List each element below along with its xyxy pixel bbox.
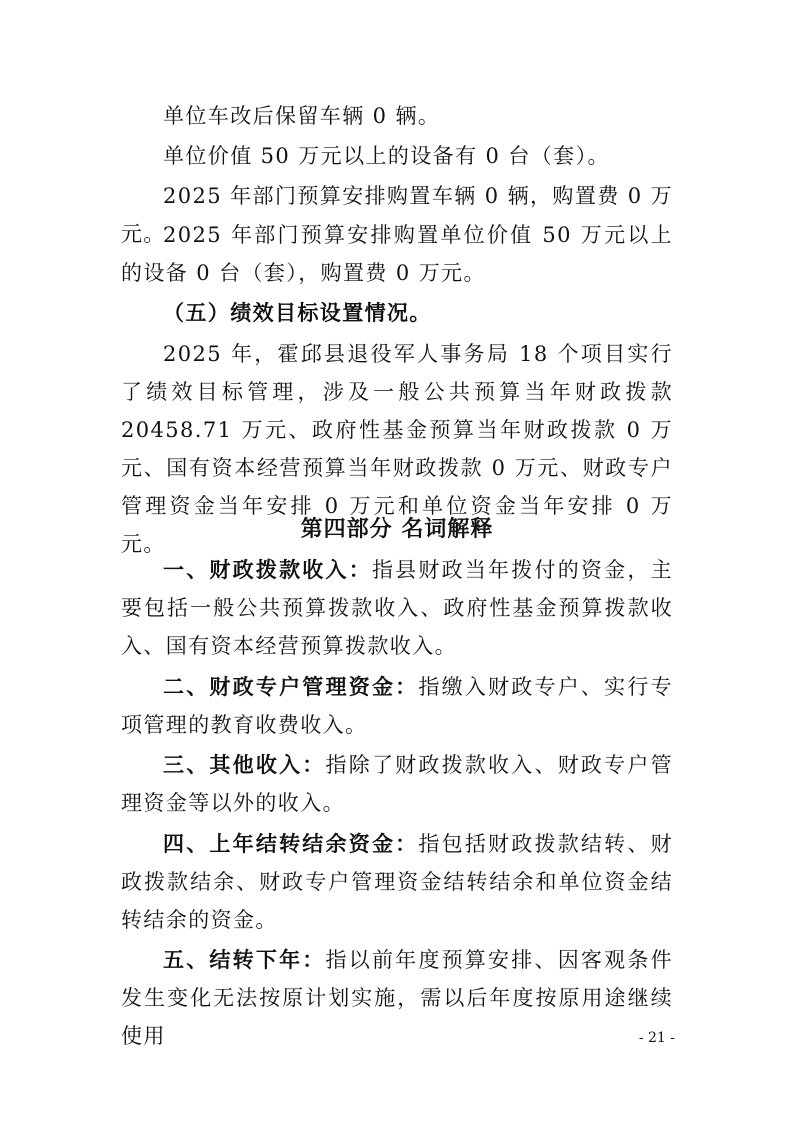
definition-text: 指缴入财政专户、实行专项管理的教育收费收入。 bbox=[121, 675, 673, 737]
paragraph-vehicle-purchase: 2025 年部门预算安排购置车辆 0 辆，购置费 0 万元。 bbox=[121, 184, 673, 246]
paragraph-equipment-count: 单位价值 50 万元以上的设备有 0 台（套）。 bbox=[163, 144, 610, 168]
definition-special-account-funds bbox=[121, 668, 673, 744]
paragraph-performance-goals: 2025 年，霍邱县退役军人事务局 18 个项目实行了绩效目标管理，涉及一般公共预算当年财政拨款 20458.71 万元、政府性基金预算当年财政拨款 0 万元、国有资本经营预算当年财政拨款 0 万元、财政专户管理资金当年安排 0 万元和单位资金当年安排 0 万元。 bbox=[121, 342, 673, 556]
definition-term: 四、上年结转结余资金： bbox=[163, 832, 419, 856]
definition-term: 一、财政拨款收入： bbox=[163, 558, 372, 582]
definition-text: 指除了财政拨款收入、财政专户管理资金等以外的收入。 bbox=[121, 753, 673, 815]
definition-text: 指包括财政拨款结转、财政拨款结余、财政专户管理资金结转结余和单位资金结转结余的资金。 bbox=[121, 832, 673, 932]
definition-other-income bbox=[121, 746, 673, 822]
definition-carry-to-next-year bbox=[121, 941, 673, 1055]
paragraph-retained-vehicles: 单位车改后保留车辆 0 辆。 bbox=[163, 104, 441, 128]
definition-term: 三、其他收入： bbox=[163, 753, 326, 777]
definition-fiscal-appropriation bbox=[121, 551, 673, 665]
section-heading-glossary: 第四部分 名词解释 bbox=[300, 517, 494, 542]
page-number: - 21 - bbox=[638, 1030, 675, 1046]
definition-term: 五、结转下年： bbox=[163, 948, 326, 972]
paragraph-equipment-purchase: 2025 年部门预算安排购置单位价值 50 万元以上的设备 0 台（套），购置费 0 万元。 bbox=[121, 223, 673, 285]
subsection-heading-performance-goals: （五）绩效目标设置情况。 bbox=[163, 301, 432, 325]
definition-prior-year-carryover bbox=[121, 825, 673, 939]
definition-text: 指县财政当年拨付的资金，主要包括一般公共预算拨款收入、政府性基金预算拨款收入、国有资本经营预算拨款收入。 bbox=[121, 558, 673, 658]
definition-term: 二、财政专户管理资金： bbox=[163, 675, 419, 699]
definition-text: 指以前年度预算安排、因客观条件发生变化无法按原计划实施，需以后年度按原用途继续使用 bbox=[121, 948, 673, 1048]
